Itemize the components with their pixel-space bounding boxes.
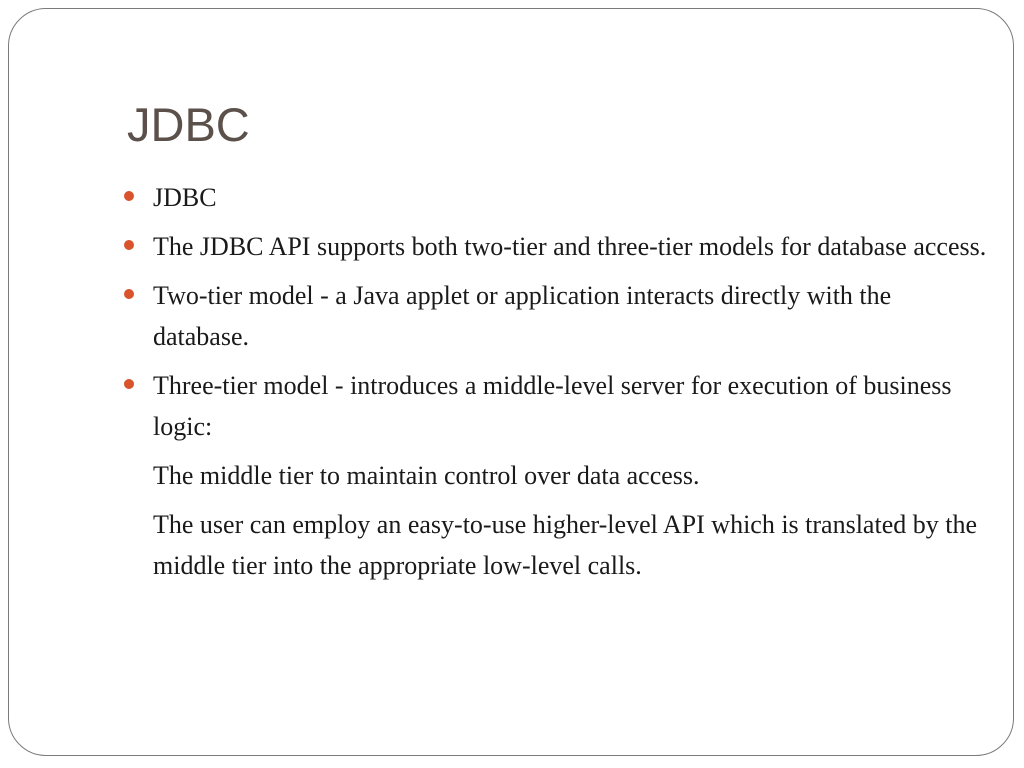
slide-title: JDBC xyxy=(127,98,250,151)
slide-frame xyxy=(8,8,1014,756)
bullet-item xyxy=(119,226,989,267)
slide-body xyxy=(119,177,989,594)
bullet-text: JDBC xyxy=(153,183,217,212)
bullet-text: Two-tier model - a Java applet or application interacts directly with the database. xyxy=(153,281,892,351)
bullet-text: Three-tier model - introduces a middle-level server for execution of business logic: xyxy=(153,371,952,441)
sub-paragraph xyxy=(119,455,989,496)
bullet-dot-icon xyxy=(124,240,134,250)
sub-paragraph xyxy=(119,504,989,586)
paragraph-text: The middle tier to maintain control over data access. xyxy=(153,461,700,490)
bullet-item xyxy=(119,177,989,218)
bullet-item xyxy=(119,275,989,357)
bullet-dot-icon xyxy=(124,379,134,389)
bullet-dot-icon xyxy=(124,191,134,201)
bullet-text: The JDBC API supports both two-tier and three-tier models for database access. xyxy=(153,232,987,261)
paragraph-text: The user can employ an easy-to-use higher-level API which is translated by the middle tier into the appropriate low-level calls. xyxy=(153,510,978,580)
bullet-dot-icon xyxy=(124,289,134,299)
bullet-item xyxy=(119,365,989,447)
